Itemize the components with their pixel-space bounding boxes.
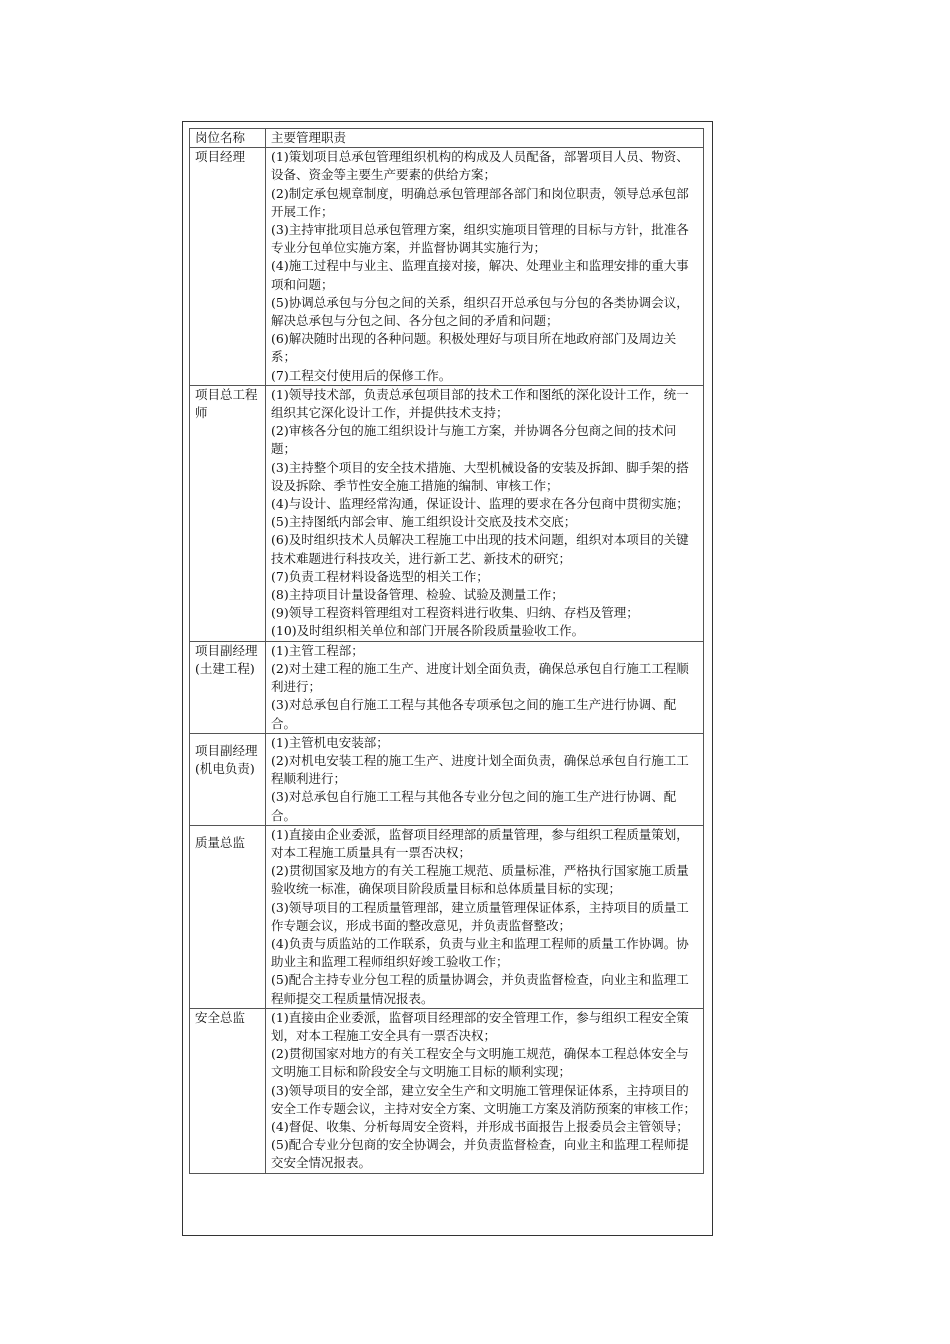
duty-item: (4)负责与质监站的工作联系，负责与业主和监理工程师的质量工作协调。协助业主和监理工程师组织好竣工验收工作； <box>271 935 689 970</box>
table-row <box>190 733 704 825</box>
duty-item: (5)协调总承包与分包之间的关系，组织召开总承包与分包的各类协调会议，解决总承包与分包之间、各分包之间的矛盾和问题； <box>271 294 689 329</box>
duty-item: (5)配合专业分包商的安全协调会，并负责监督检查，向业主和监理工程师提交安全情况报表。 <box>271 1137 689 1171</box>
duty-item: (3)主持整个项目的安全技术措施、大型机械设备的安装及拆卸、脚手架的搭设及拆除、季节性安全施工措施的编制、审核工作； <box>271 459 689 493</box>
table-row <box>190 1008 704 1173</box>
table-row <box>190 385 704 641</box>
duties-cell <box>266 148 704 386</box>
position-cell: 安全总监 <box>190 1008 266 1173</box>
duty-item: (1)主管机电安装部； <box>271 734 389 750</box>
responsibility-table <box>189 128 704 1174</box>
duty-item: (7)负责工程材料设备选型的相关工作； <box>271 568 489 584</box>
duty-item: (3)对总承包自行施工工程与其他各专业分包之间的施工生产进行协调、配合。 <box>271 789 677 823</box>
duty-item: (8)主持项目计量设备管理、检验、试验及测量工作； <box>271 587 564 603</box>
duty-item: (1)直接由企业委派，监督项目经理部的安全管理工作，参与组织工程安全策划，对本工程施工安全具有一票否决权； <box>271 1009 689 1043</box>
duty-item: (2)贯彻国家对地方的有关工程安全与文明施工规范，确保本工程总体安全与文明施工目标和阶段安全与文明施工目标的顺利实现； <box>271 1046 689 1080</box>
duty-item: (7)工程交付使用后的保修工作。 <box>271 367 452 383</box>
duty-item: (3)领导项目的工程质量管理部，建立质量管理保证体系，主持项目的质量工作专题会议，形成书面的整改意见，并负责监督整改； <box>271 899 689 933</box>
duty-item: (3)主持审批项目总承包管理方案，组织实施项目管理的目标与方针，批准各专业分包单位实施方案，并监督协调其实施行为； <box>271 222 689 256</box>
duty-item: (2)审核各分包的施工组织设计与施工方案，并协调各分包商之间的技术问题； <box>271 423 677 457</box>
duties-cell <box>266 733 704 825</box>
duty-item: (5)配合主持专业分包工程的质量协调会，并负责监督检查，向业主和监理工程师提交工程质量情况报表。 <box>271 972 689 1006</box>
duty-item: (1)主管工程部； <box>271 642 364 658</box>
duty-item: (2)对土建工程的施工生产、进度计划全面负责，确保总承包自行施工工程顺利进行； <box>271 660 689 695</box>
duty-item: (3)领导项目的安全部，建立安全生产和文明施工管理保证体系，主持项目的安全工作专题会议，主持对安全方案、文明施工方案及消防预案的审核工作； <box>271 1082 697 1116</box>
duty-item: (4)与设计、监理经常沟通，保证设计、监理的要求在各分包商中贯彻实施； <box>271 496 689 512</box>
duty-item: (10)及时组织相关单位和部门开展各阶段质量验收工作。 <box>271 623 585 639</box>
header-position: 岗位名称 <box>190 129 266 148</box>
position-cell: 项目副经理(机电负责) <box>190 733 266 825</box>
duty-item: (9)领导工程资料管理组对工程资料进行收集、归纳、存档及管理； <box>271 605 639 621</box>
duty-item: (1)直接由企业委派，监督项目经理部的质量管理，参与组织工程质量策划，对本工程施工质量具有一票否决权； <box>271 826 689 860</box>
duty-item: (1)策划项目总承包管理组织机构的构成及人员配备，部署项目人员、物资、设备、资金等主要生产要素的供给方案； <box>271 149 689 183</box>
duty-item: (1)领导技术部，负责总承包项目部的技术工作和图纸的深化设计工作，统一组织其它深化设计工作，并提供技术支持； <box>271 386 689 421</box>
duties-cell <box>266 385 704 641</box>
table-row <box>190 148 704 386</box>
duty-item: (2)制定承包规章制度，明确总承包管理部各部门和岗位职责，领导总承包部开展工作； <box>271 185 689 219</box>
duty-item: (6)解决随时出现的各种问题。积极处理好与项目所在地政府部门及周边关系； <box>271 331 677 365</box>
duty-item: (4)督促、收集、分析每周安全资料，并形成书面报告上报委员会主管领导； <box>271 1118 689 1134</box>
table-row <box>190 641 704 733</box>
duty-item: (5)主持图纸内部会审、施工组织设计交底及技术交底； <box>271 514 577 530</box>
duties-cell <box>266 1008 704 1173</box>
duty-item: (3)对总承包自行施工工程与其他各专项承包之间的施工生产进行协调、配合。 <box>271 697 677 731</box>
position-cell: 质量总监 <box>190 825 266 1008</box>
table-row <box>190 825 704 1008</box>
document-frame <box>182 121 713 1236</box>
table-header-row <box>190 129 704 148</box>
position-cell: 项目副经理(土建工程) <box>190 641 266 733</box>
duty-item: (6)及时组织技术人员解决工程施工中出现的技术问题，组织对本项目的关键技术难题进行科技攻关，进行新工艺、新技术的研究； <box>271 532 689 566</box>
duty-item: (2)贯彻国家及地方的有关工程施工规范、质量标准，严格执行国家施工质量验收统一标准，确保项目阶段质量目标和总体质量目标的实现； <box>271 863 689 897</box>
duties-cell <box>266 641 704 733</box>
position-cell: 项目总工程师 <box>190 385 266 641</box>
duty-item: (2)对机电安装工程的施工生产、进度计划全面负责，确保总承包自行施工工程顺利进行； <box>271 752 689 787</box>
duty-item: (4)施工过程中与业主、监理直接对接，解决、处理业主和监理安排的重大事项和问题； <box>271 258 689 292</box>
position-cell: 项目经理 <box>190 148 266 386</box>
header-duties: 主要管理职责 <box>266 129 704 148</box>
duties-cell <box>266 825 704 1008</box>
